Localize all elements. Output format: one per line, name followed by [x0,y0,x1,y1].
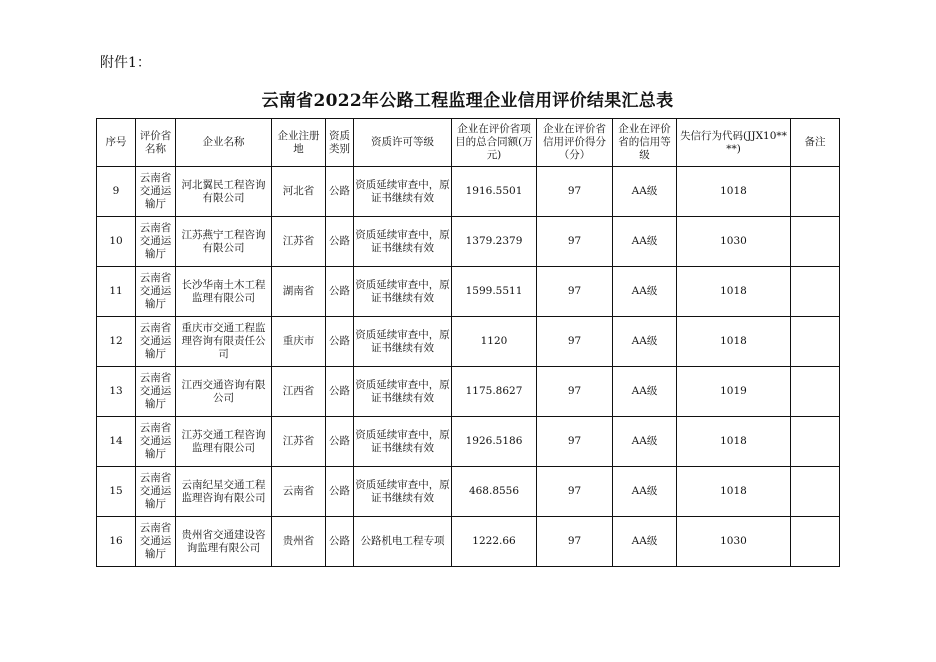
cell-qual-type: 公路 [326,217,354,267]
cell-evaluator: 云南省交通运输厅 [136,167,176,217]
cell-remark [791,317,840,367]
cell-contract-amount: 1916.5501 [452,167,537,217]
table-row [97,267,840,317]
cell-company: 江苏燕宁工程咨询有限公司 [176,217,272,267]
cell-remark [791,417,840,467]
cell-license-level: 资质延续审查中，原证书继续有效 [354,467,452,517]
cell-qual-type: 公路 [326,467,354,517]
cell-qual-type: 公路 [326,417,354,467]
cell-credit-level: AA级 [613,167,677,217]
cell-company: 贵州省交通建设咨询监理有限公司 [176,517,272,567]
cell-dishonest-code: 1018 [677,317,791,367]
cell-contract-amount: 1379.2379 [452,217,537,267]
cell-credit-level: AA级 [613,467,677,517]
document-title: 云南省2022年公路工程监理企业信用评价结果汇总表 [261,91,674,111]
table-row [97,417,840,467]
cell-evaluator: 云南省交通运输厅 [136,467,176,517]
table-body [97,167,840,567]
cell-qual-type: 公路 [326,267,354,317]
cell-remark [791,517,840,567]
cell-qual-type: 公路 [326,367,354,417]
cell-license-level: 资质延续审查中，原证书继续有效 [354,417,452,467]
cell-score: 97 [537,417,613,467]
cell-remark [791,217,840,267]
cell-evaluator: 云南省交通运输厅 [136,517,176,567]
cell-score: 97 [537,467,613,517]
attachment-label: 附件1： [100,55,151,71]
cell-remark [791,267,840,317]
cell-credit-level: AA级 [613,517,677,567]
cell-remark [791,367,840,417]
cell-reg-place: 贵州省 [272,517,326,567]
cell-seq: 11 [97,267,136,317]
cell-reg-place: 江苏省 [272,217,326,267]
cell-seq: 16 [97,517,136,567]
cell-dishonest-code: 1018 [677,167,791,217]
cell-license-level: 资质延续审查中，原证书继续有效 [354,167,452,217]
cell-dishonest-code: 1018 [677,467,791,517]
header-contract-amount: 企业在评价省项目的总合同额(万元) [452,119,537,167]
cell-dishonest-code: 1018 [677,267,791,317]
cell-remark [791,467,840,517]
header-seq: 序号 [97,119,136,167]
cell-contract-amount: 1120 [452,317,537,367]
cell-company: 江西交通咨询有限公司 [176,367,272,417]
header-remark: 备注 [791,119,840,167]
cell-dishonest-code: 1018 [677,417,791,467]
header-evaluator: 评价省名称 [136,119,176,167]
table-row [97,467,840,517]
credit-evaluation-table [96,118,840,567]
cell-credit-level: AA级 [613,367,677,417]
cell-company: 河北翼民工程咨询有限公司 [176,167,272,217]
cell-score: 97 [537,317,613,367]
cell-seq: 13 [97,367,136,417]
cell-contract-amount: 1926.5186 [452,417,537,467]
header-reg-place: 企业注册地 [272,119,326,167]
table-row [97,217,840,267]
cell-contract-amount: 1175.8627 [452,367,537,417]
cell-reg-place: 河北省 [272,167,326,217]
cell-credit-level: AA级 [613,417,677,467]
cell-qual-type: 公路 [326,517,354,567]
cell-score: 97 [537,217,613,267]
header-qual-type: 资质类别 [326,119,354,167]
cell-remark [791,167,840,217]
cell-reg-place: 江西省 [272,367,326,417]
cell-reg-place: 云南省 [272,467,326,517]
cell-score: 97 [537,267,613,317]
cell-contract-amount: 468.8556 [452,467,537,517]
cell-credit-level: AA级 [613,267,677,317]
cell-reg-place: 江苏省 [272,417,326,467]
cell-qual-type: 公路 [326,317,354,367]
cell-score: 97 [537,167,613,217]
header-dishonest-code: 失信行为代码(JJX10****) [677,119,791,167]
cell-reg-place: 湖南省 [272,267,326,317]
table-row [97,317,840,367]
cell-seq: 12 [97,317,136,367]
cell-license-level: 公路机电工程专项 [354,517,452,567]
cell-seq: 10 [97,217,136,267]
header-score: 企业在评价省信用评价得分（分） [537,119,613,167]
cell-dishonest-code: 1030 [677,217,791,267]
cell-score: 97 [537,367,613,417]
cell-qual-type: 公路 [326,167,354,217]
cell-evaluator: 云南省交通运输厅 [136,217,176,267]
cell-evaluator: 云南省交通运输厅 [136,417,176,467]
cell-company: 长沙华南土木工程监理有限公司 [176,267,272,317]
table-row [97,367,840,417]
cell-company: 江苏交通工程咨询监理有限公司 [176,417,272,467]
cell-credit-level: AA级 [613,217,677,267]
cell-credit-level: AA级 [613,317,677,367]
cell-score: 97 [537,517,613,567]
cell-license-level: 资质延续审查中，原证书继续有效 [354,317,452,367]
cell-evaluator: 云南省交通运输厅 [136,317,176,367]
cell-dishonest-code: 1019 [677,367,791,417]
cell-seq: 14 [97,417,136,467]
cell-evaluator: 云南省交通运输厅 [136,367,176,417]
header-credit-level: 企业在评价省的信用等级 [613,119,677,167]
cell-seq: 9 [97,167,136,217]
cell-contract-amount: 1222.66 [452,517,537,567]
header-company: 企业名称 [176,119,272,167]
cell-contract-amount: 1599.5511 [452,267,537,317]
cell-license-level: 资质延续审查中，原证书继续有效 [354,367,452,417]
table-row [97,517,840,567]
cell-license-level: 资质延续审查中，原证书继续有效 [354,217,452,267]
table-header-row [97,119,840,167]
table-row [97,167,840,217]
cell-dishonest-code: 1030 [677,517,791,567]
cell-evaluator: 云南省交通运输厅 [136,267,176,317]
cell-company: 云南纪星交通工程监理咨询有限公司 [176,467,272,517]
cell-seq: 15 [97,467,136,517]
cell-company: 重庆市交通工程监理咨询有限责任公司 [176,317,272,367]
cell-reg-place: 重庆市 [272,317,326,367]
cell-license-level: 资质延续审查中，原证书继续有效 [354,267,452,317]
header-license-level: 资质许可等级 [354,119,452,167]
